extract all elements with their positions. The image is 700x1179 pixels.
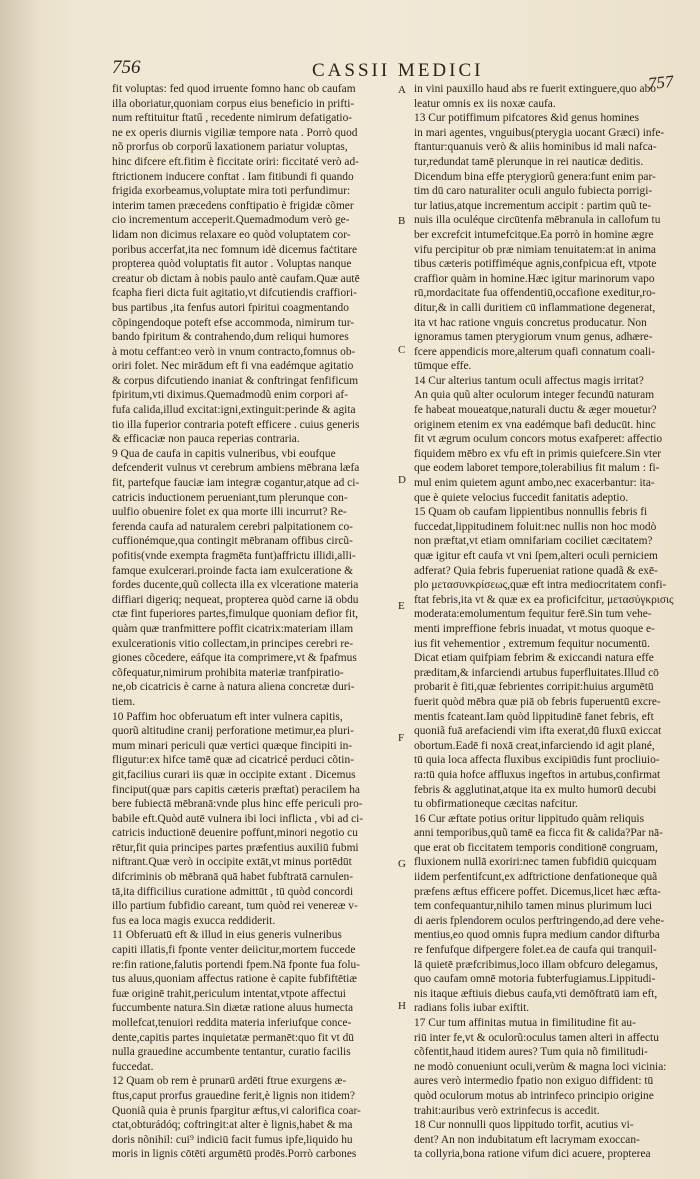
text-line: uulfio obuenire folet ex qua morte illi incurrut? Re- <box>112 506 347 519</box>
margin-letter-g: G <box>398 858 406 870</box>
text-line: ftus,caput prorfus grauedine ferit,è lignis non itidem? <box>112 1089 355 1102</box>
text-line: nulla grauedine accumbente tentantur, curatio facilis <box>112 1046 351 1059</box>
text-line: re:fin ratione,falutis portendi fpem.Nā fponte fua folu- <box>112 958 360 971</box>
text-line: lidam non dicimus relaxare eo quòd voluptatem cor- <box>112 228 351 241</box>
text-line: tibus cæteris potiffiméque agnis,confpicua eft, vtpote <box>414 258 657 271</box>
left-text-column <box>112 82 394 1162</box>
text-line: ra:tū quia hofce affluxus ingeftos in artubus,confirmat <box>414 768 661 781</box>
text-line: fcere appendicis more,alterum quafi connatum coali- <box>414 345 655 358</box>
text-line: creatur ob dictam à nobis paulo antè caufam.Quæ autē <box>112 272 360 285</box>
text-line: fus ea loca magis exucca reddiderit. <box>112 914 276 927</box>
page-number-right: 757 <box>647 71 675 94</box>
text-line: 11 Obferuatū eft & illud in eius generis vulneribus <box>112 929 342 942</box>
text-line: fe habeat moueatque,naturali ductu & æger mouetur? <box>414 404 657 417</box>
text-line: re fenfufque difpergere folet.ea de caufa qui tranquil- <box>414 944 657 957</box>
margin-letter-c: C <box>398 344 406 356</box>
text-line: giones cõcedere, eáfque ita comprimere,vt & fpafmus <box>112 652 357 665</box>
text-line: 15 Quam ob caufam lippientibus nonnullis febris fi <box>414 506 648 519</box>
text-line: tur,redundat tamē plerunque in rei nauticæ deditis. <box>414 155 644 168</box>
text-line: in vini pauxillo haud abs re fuerit extinguere,quo abo <box>414 83 656 95</box>
text-line: diffiari digeriq; nequeat, propterea quòd carne iā obdu <box>112 593 359 606</box>
text-line: vifu percipitur ob præ nimiam tenuitatem:at in anima <box>414 243 656 256</box>
text-line: originem etenim ex vna eadémque bafi deducūt. hinc <box>414 418 656 431</box>
text-line: tio illa fuperior contraria poteft efficere . cuius generis <box>112 418 360 431</box>
text-line: obortum.Eadē fi noxā creat,infarciendo id agit plané, <box>414 739 655 752</box>
text-line: ta collyria,bona ratione vifum dici acuere, propterea <box>414 1148 651 1161</box>
text-line: ftrictionem inducere conftat . Iam fitibundi fi quando <box>112 170 354 183</box>
text-line: 14 Cur alterius tantum oculi affectus magis irritat? <box>414 374 644 387</box>
text-line: pofitis(vnde exempta fragmēta funt)affrictu illidi,alli- <box>112 550 356 562</box>
text-line: ftantur:quanuis verò & aliis hominibus id mali nafca- <box>414 141 657 154</box>
text-line: & efficaciæ non pauca reperias contraria. <box>112 433 300 446</box>
text-line: fordes ducente,quũ collecta illa ex vlceratione materia <box>112 579 359 592</box>
text-line: ita vt hac ratione vnguis concretus producatur. Non <box>414 316 647 329</box>
margin-letter-h: H <box>398 1000 406 1012</box>
text-line: præditam,& infarciendi artubus fuperfluitates.Illud cō <box>414 666 659 679</box>
text-line: catricis inductionem perueniant,tum plerunque con- <box>112 491 348 504</box>
text-line: moderata:emolumentum fequitur ferē.Sin tum vehe- <box>414 608 652 621</box>
text-line: riū inter fe,vt & oculorũ:oculus tamen alteri in affectu <box>414 1031 659 1044</box>
text-line: interim tamen præcedens conftipatio è frigidæ cõmer <box>112 199 354 212</box>
text-line: craffior quàm in homine.Hæc igitur marinorum vapo <box>414 272 655 285</box>
text-line: que è quiete velocius fuccedit fanitatis adeptio. <box>414 491 629 504</box>
text-line: tur latius,atque incrementum accipit : partim quũ te- <box>414 199 652 212</box>
margin-letter-d: D <box>398 474 406 486</box>
text-line: illo partium fubfidio careant, tum quòd rei venereæ v- <box>112 900 358 913</box>
text-line: di aeris fplendorem oculos perftringendo,ad dere vehe- <box>414 914 665 927</box>
text-line: 13 Cur potiffimum pifcatores &id genus homines <box>414 112 640 125</box>
text-line: quo caufam omnē motoria fubterfugiamus.Lippitudi- <box>414 973 656 986</box>
text-line: in mari agentes, vnguibus(pterygia uocant Græci) infe- <box>414 126 665 139</box>
text-line: quòd oculorum motus ab intrinfeco principio origine <box>414 1089 654 1102</box>
text-line: nis itaque æftiuis diebus caufa,vti demōftratū iam eft, <box>414 987 658 1000</box>
text-line: ber excrefcit intumefcitque.Ea porrò in homine ægre <box>414 228 654 241</box>
text-line: mollefcat,tenuiori reddita materia inferiufque conce- <box>112 1017 352 1029</box>
text-line: babile eft.Quòd autē vulnera ibi loci inflicta , vbi ad ci- <box>112 812 364 825</box>
text-line: fiquidem mēbro ex vfu eft in primis quiefcere.Sin vter <box>414 447 662 460</box>
binding-shadow <box>0 0 40 1179</box>
text-line: quæ igitur eft caufa vt vni ſpem,alteri oculi perniciem <box>414 550 658 562</box>
text-line: que eodem laboret tempore,tolerabilius fit malum : fi- <box>414 462 660 475</box>
text-line: fuccedat. <box>112 1060 154 1073</box>
text-line: 18 Cur nonnulli quos lippitudo torfit, acutius vi- <box>414 1119 634 1132</box>
text-line: fit voluptas: fed quod irruente fomno hanc ob caufam <box>112 83 356 95</box>
text-line: fligutur:ex hifce tamē quæ ad cicatricé perduci cõtin- <box>112 754 354 767</box>
text-line: fuerit quòd mēbra quæ piā ob febris fuperuentū excre- <box>414 695 661 708</box>
text-line: tiem. <box>112 695 136 708</box>
text-line: febris & agglutinat,atque ita ex multo humorū decubi <box>414 783 657 796</box>
text-line: ius fit vehementior , extremum fequitur nocumentū. <box>414 637 650 650</box>
right-text-column <box>414 82 682 1162</box>
text-line: capiti illatis,fi fponte venter deiicitur,mortem fuccede <box>112 944 356 957</box>
text-line: fufa calida,illud excitat:igni,extinguit:perinde & agita <box>112 404 356 417</box>
text-line: ditur,& in calli duritiem cū inflammatione degenerat, <box>414 301 656 314</box>
text-line: & corpus difcutiendo inaniat & conftringat fenfificum <box>112 374 359 387</box>
margin-letter-e: E <box>398 600 405 612</box>
text-line: leatur omnis ex iis noxæ caufa. <box>414 97 556 110</box>
text-line: Quoniã quia è prunis fpargitur æftus,vi calorifica coar- <box>112 1104 361 1117</box>
text-line: tem confequantur,nihilo tamen minus plurimum luci <box>414 900 653 913</box>
text-line: defcenderit vulnus vt cerebrum ambiens mēbrana læfa <box>112 462 360 475</box>
text-line: cõpingendoque poteft efse accommoda, nimirum tur- <box>112 316 355 329</box>
text-line: præfens æftus efficere poffet. Dicemus,licet hæc æfta- <box>414 885 661 898</box>
text-line: ne,ob cicatricis è carne à natura aliena concretæ duri- <box>112 681 355 694</box>
text-line: ignoramus tamen pterygiorum vnum genus, adhære- <box>414 331 653 344</box>
text-line: ctat,obturádóq; coftringit:at alter è lignis,habet & ma <box>112 1119 353 1132</box>
running-title: CASSII MEDICI <box>312 60 484 81</box>
text-line: non præftat,vt etiam omnifariam cociliet cæcitatem? <box>414 535 653 548</box>
text-line: mum minari periculi quæ vertici quæque fincipiti in- <box>112 739 353 752</box>
text-line: num reftituitur ftatű , recedente nimirum defatigatio- <box>112 112 353 125</box>
text-line: mentis fcateant.Iam quòd lippitudinē fanet febris, eft <box>414 710 654 723</box>
text-line: tā,ita difficilius curatione admittūt , tū quòd concordi <box>112 885 354 898</box>
text-line: ne ex operis diurnis vigiliæ tempore nata . Porrò quod <box>112 126 358 139</box>
text-line: moris in lignis cōtēti argumētū prodēs.Porrò carbones <box>112 1148 357 1161</box>
text-line: mul enim quietem agunt ambo,nec exacerbantur: ita- <box>414 477 655 490</box>
text-line: frigida exorbeamus,voluptate mira toti perfundimur: <box>112 185 351 198</box>
text-line: git,facilius curari iis quæ in occipite extant . Dicemus <box>112 768 356 781</box>
text-line: illa oboriatur,quoniam corpus eius beneficio in prifti- <box>112 97 355 110</box>
text-line: cõfentit,haud itidem aures? Tum quia nõ fimilitudi- <box>414 1046 648 1059</box>
margin-letter-b: B <box>398 215 406 227</box>
text-line: iidem perfentifcunt,ex adftrictione denfationeque quã <box>414 871 658 884</box>
text-line: mentius,eo quod omnis fupra medium candor difturba <box>414 929 660 942</box>
text-line: adferat? Quia febris fuperueniat ratione quadã & exē- <box>414 564 658 577</box>
text-line: nõ prorfus ob corporű laxationem pariatur voluptas, <box>112 141 348 154</box>
text-line: nuis illa oculéque circūtenfa mēbranula in callofum tu <box>414 214 661 227</box>
text-line: 12 Quam ob rem è prunarū ardēti ftrue exurgens æ- <box>112 1075 347 1088</box>
text-line: lā quietē præfcribimus,loco illam obfcuro delegamus, <box>414 958 658 971</box>
text-line: fuccumbente natura.Sin diætæ ratione aluus humecta <box>112 1002 354 1015</box>
text-line: 16 Cur æftate potius oritur lippitudo quàm reliquis <box>414 812 645 825</box>
text-line: tim dū caro naturaliter oculi angulo fubiecta porrigi- <box>414 185 653 198</box>
text-line: 9 Qua de caufa in capitis vulneribus, vbi eoufque <box>112 447 336 460</box>
text-line: ne modò conueniunt oculi,verùm & magna loci vicinia: <box>414 1060 667 1073</box>
text-line: 17 Cur tum affinitas mutua in fimilitudine fit au- <box>414 1017 636 1029</box>
text-line: quàm quæ tranfmittere poffit cicatrix:materiam illam <box>112 622 354 635</box>
text-line: cuffionémque,qua contingit mēbranam offibus circũ- <box>112 535 353 548</box>
text-line: propterea quòd voluptatis fit autor . Voluptas nanque <box>112 258 352 271</box>
text-line: tu obfirmationeque cæcitas nafcitur. <box>414 798 578 811</box>
text-line: bere fubiectā mēbranā:vnde plus hinc effe periculi pro- <box>112 798 363 811</box>
text-line: tū quia loca affecta fluxibus excipiūdis funt procliuio- <box>414 754 660 767</box>
text-line: ctæ fint fuperiores partes,fimulque quoniam defior fit, <box>112 608 359 621</box>
text-line: probarit è fiti,quæ febrientes corripit:huius argumētū <box>414 681 654 694</box>
text-line: rētur,fit quia principes partes præfentius auxiliū fubmi <box>112 841 359 854</box>
text-line: hinc difcere eft.fitim è ficcitate oriri: ficcitaté verò ad- <box>112 155 359 168</box>
text-line: ftat febris,ita vt & quæ ex ea proficifcitur, μετασύγκρισις <box>414 593 674 606</box>
text-line: dente,capitis partes inquietatæ permanēt:quo fit vt dū <box>112 1031 354 1044</box>
text-line: ferenda caufa ad naturalem cerebri palpitationem co- <box>112 520 353 533</box>
text-line: à motu ceffant:eo verò in vnum contracto,fomnus ob- <box>112 345 356 358</box>
margin-letter-a: A <box>398 84 406 96</box>
text-line: finciput(quæ pars capitis cæteris præftat) peracilem ha <box>112 783 360 796</box>
text-line: poribus accerfat,ita nec fomnum idè dicemus faċtitare <box>112 243 358 256</box>
text-line: tus aluus,quoniam affectus ratione è capite fubfiftētiæ <box>112 973 357 986</box>
text-line: bus partibus ,ita fenfus autori fpiritui coagmentando <box>112 301 349 314</box>
text-line: radians folis iubar exiftit. <box>414 1002 530 1015</box>
text-line: fuccedat,lippitudinem foluit:nec nullis non hoc modò <box>414 520 657 533</box>
text-line: plo μετασυνκρίσεως,quæ eft intra mediocritatem confi- <box>414 579 667 592</box>
text-line: rū,mordacitate fua offendentiū,occafione exeditur,ro- <box>414 287 656 300</box>
margin-letter-f: F <box>398 732 405 744</box>
text-line: Dicendum bina effe pterygiorũ genera:funt enim par- <box>414 170 656 183</box>
text-line: fcapha fieri dicta fuit agitatio,vt difcutiendis craffiori- <box>112 287 357 300</box>
text-line: 10 Paffim hoc obferuatum eft inter vulnera capitis, <box>112 710 343 723</box>
page-number-left: 756 <box>112 57 141 78</box>
text-line: An quia quũ alter oculorum integer fecundū naturam <box>414 389 655 402</box>
text-line: trahit:auribus verò extrinfecus is accedit. <box>414 1104 600 1117</box>
text-line: fpiritum,vti diximus.Quemadmodũ enim corpori af- <box>112 389 348 402</box>
text-line: fit vt ægrum oculum concors motus exafperet: affectio <box>414 433 663 446</box>
text-line: Dicat etiam quifpiam febrim & exiccandi natura effe <box>414 652 654 665</box>
text-line: dent? An non indubitatum eft lacrymam exoccan- <box>414 1133 640 1146</box>
text-line: famque exulcerari.proinde facta iam exulceratione & <box>112 564 353 577</box>
text-line: quoniã fuā arefaciendi vim ifta exerat,dū fluxū exiccat <box>414 725 662 738</box>
text-line: tūmque effe. <box>414 360 472 373</box>
text-line: fit, partefque fauciæ iam integræ cogantur,atque ad ci- <box>112 477 360 490</box>
text-line: fuæ originē trahit,periculum intentat,vtpote affectui <box>112 987 346 1000</box>
text-line: exulcerationis vitio collectam,in principes cerebri re- <box>112 637 353 650</box>
text-line: anni temporibus,quũ tamē ea ficca fit & calida?Par nā- <box>414 827 663 840</box>
text-line: niftrant.Quæ verò in occipite extāt,vt minus portēdūt <box>112 856 352 869</box>
text-line: fluxionem nullā exoriri:nec tamen fubfidiū quicquam <box>414 856 657 869</box>
text-line: cio incrementum acceperit.Quemadmodum verò ge- <box>112 214 350 227</box>
text-line: quorũ altitudine cranij perforatione metimur,ea pluri- <box>112 725 354 738</box>
text-line: bando fpiritum & contrahendo,dum reliqui humores <box>112 331 349 344</box>
text-line: aures verò intermedio fpatio non exiguo diffident: tū <box>414 1075 654 1088</box>
text-line: doris nõnihil: cui⁹ indiciū facit fumus ipfe,liquido hu <box>112 1133 353 1146</box>
text-line: menti impreffione febris inuadat, vt motus quoque e- <box>414 622 655 635</box>
text-line: que erat ob ficcitatem temporis conditionē congruam, <box>414 841 658 854</box>
text-line: difcriminis ob mēbranā quā habet fubftratā carnulen- <box>112 871 353 884</box>
text-line: catricis inductionē deuenire poffunt,minori negotio cu <box>112 827 358 840</box>
text-line: cõfequatur,nimirum prohibita materiæ tranfpiratio- <box>112 666 344 679</box>
text-line: oriri folet. Nec mirādum eft fi vna eadémque agitatio <box>112 360 354 373</box>
